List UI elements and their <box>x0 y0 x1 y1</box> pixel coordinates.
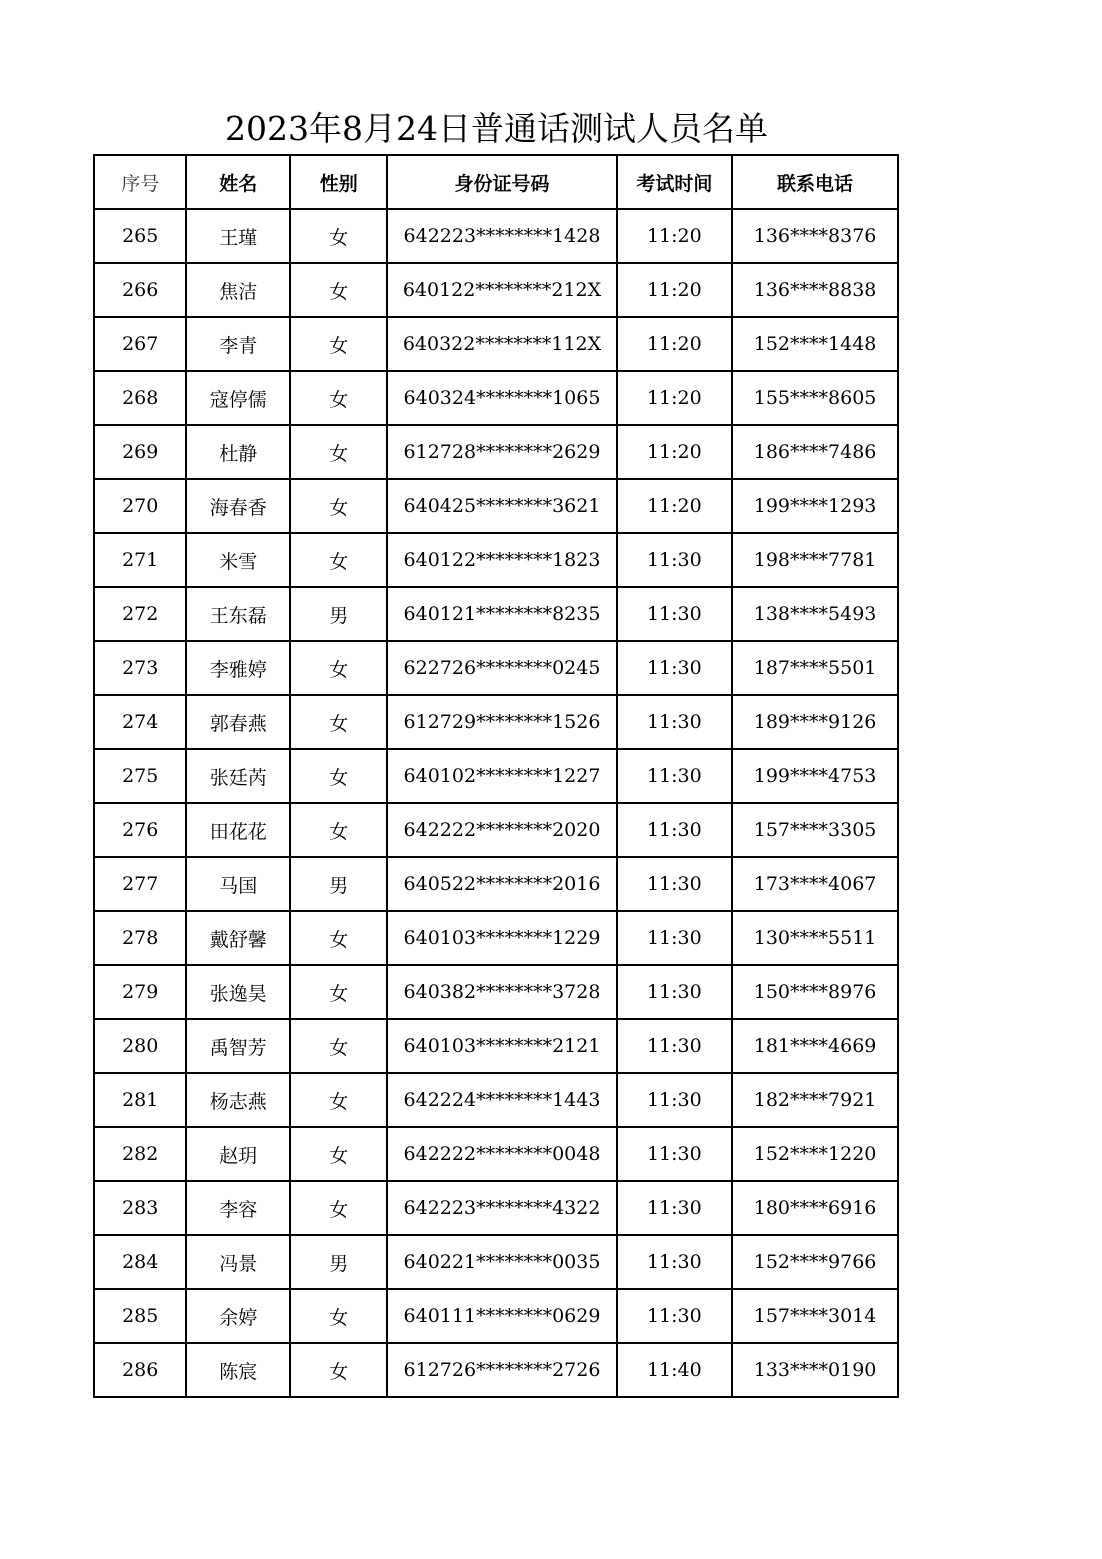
cell-id-number: 640522********2016 <box>387 857 616 911</box>
cell-phone: 189****9126 <box>732 695 898 749</box>
cell-id-number: 640122********1823 <box>387 533 616 587</box>
column-header-exam-time: 考试时间 <box>617 155 733 209</box>
cell-name: 张逸昊 <box>186 965 290 1019</box>
table-row <box>94 209 898 263</box>
cell-exam-time: 11:30 <box>617 803 733 857</box>
cell-name: 海春香 <box>186 479 290 533</box>
cell-gender: 女 <box>290 1127 387 1181</box>
cell-gender: 女 <box>290 533 387 587</box>
cell-name: 李容 <box>186 1181 290 1235</box>
cell-exam-time: 11:30 <box>617 1181 733 1235</box>
cell-gender: 女 <box>290 209 387 263</box>
cell-phone: 157****3014 <box>732 1289 898 1343</box>
cell-name: 马国 <box>186 857 290 911</box>
cell-id-number: 640425********3621 <box>387 479 616 533</box>
cell-id-number: 642223********4322 <box>387 1181 616 1235</box>
cell-seq: 266 <box>94 263 186 317</box>
cell-exam-time: 11:30 <box>617 857 733 911</box>
cell-id-number: 640111********0629 <box>387 1289 616 1343</box>
cell-name: 禹智芳 <box>186 1019 290 1073</box>
cell-phone: 152****1220 <box>732 1127 898 1181</box>
cell-exam-time: 11:30 <box>617 965 733 1019</box>
table-row <box>94 317 898 371</box>
cell-seq: 282 <box>94 1127 186 1181</box>
cell-seq: 269 <box>94 425 186 479</box>
cell-name: 李雅婷 <box>186 641 290 695</box>
cell-seq: 284 <box>94 1235 186 1289</box>
table-row <box>94 371 898 425</box>
cell-name: 焦洁 <box>186 263 290 317</box>
cell-phone: 186****7486 <box>732 425 898 479</box>
cell-exam-time: 11:30 <box>617 533 733 587</box>
cell-phone: 155****8605 <box>732 371 898 425</box>
cell-gender: 男 <box>290 1235 387 1289</box>
cell-id-number: 640324********1065 <box>387 371 616 425</box>
cell-gender: 女 <box>290 695 387 749</box>
cell-seq: 279 <box>94 965 186 1019</box>
cell-seq: 281 <box>94 1073 186 1127</box>
table-row <box>94 857 898 911</box>
cell-id-number: 640121********8235 <box>387 587 616 641</box>
table-row <box>94 1235 898 1289</box>
column-header-gender: 性别 <box>290 155 387 209</box>
cell-exam-time: 11:30 <box>617 911 733 965</box>
cell-name: 戴舒馨 <box>186 911 290 965</box>
cell-id-number: 640102********1227 <box>387 749 616 803</box>
cell-name: 王东磊 <box>186 587 290 641</box>
cell-gender: 女 <box>290 317 387 371</box>
cell-exam-time: 11:40 <box>617 1343 733 1397</box>
cell-id-number: 642224********1443 <box>387 1073 616 1127</box>
cell-gender: 女 <box>290 1019 387 1073</box>
cell-name: 王瑾 <box>186 209 290 263</box>
column-header-id-number: 身份证号码 <box>387 155 616 209</box>
cell-id-number: 640103********1229 <box>387 911 616 965</box>
cell-id-number: 642222********0048 <box>387 1127 616 1181</box>
cell-seq: 267 <box>94 317 186 371</box>
cell-name: 田花花 <box>186 803 290 857</box>
cell-name: 寇停儒 <box>186 371 290 425</box>
cell-name: 杜静 <box>186 425 290 479</box>
table-row <box>94 425 898 479</box>
cell-phone: 181****4669 <box>732 1019 898 1073</box>
cell-id-number: 640103********2121 <box>387 1019 616 1073</box>
cell-id-number: 640322********112X <box>387 317 616 371</box>
cell-gender: 女 <box>290 371 387 425</box>
cell-gender: 女 <box>290 1073 387 1127</box>
cell-seq: 278 <box>94 911 186 965</box>
cell-id-number: 612728********2629 <box>387 425 616 479</box>
cell-gender: 女 <box>290 749 387 803</box>
table-row <box>94 1019 898 1073</box>
cell-exam-time: 11:30 <box>617 1127 733 1181</box>
cell-id-number: 612729********1526 <box>387 695 616 749</box>
table-row <box>94 695 898 749</box>
cell-phone: 198****7781 <box>732 533 898 587</box>
cell-phone: 187****5501 <box>732 641 898 695</box>
table-row <box>94 749 898 803</box>
cell-exam-time: 11:20 <box>617 263 733 317</box>
cell-gender: 女 <box>290 965 387 1019</box>
cell-seq: 285 <box>94 1289 186 1343</box>
cell-gender: 男 <box>290 857 387 911</box>
cell-gender: 女 <box>290 803 387 857</box>
cell-seq: 268 <box>94 371 186 425</box>
cell-exam-time: 11:20 <box>617 317 733 371</box>
table-row <box>94 1343 898 1397</box>
table-header-row <box>94 155 898 209</box>
cell-seq: 272 <box>94 587 186 641</box>
cell-phone: 136****8376 <box>732 209 898 263</box>
page-title: 2023年8月24日普通话测试人员名单 <box>225 109 768 148</box>
cell-seq: 273 <box>94 641 186 695</box>
roster-body <box>94 209 898 1397</box>
cell-gender: 女 <box>290 911 387 965</box>
cell-exam-time: 11:20 <box>617 479 733 533</box>
cell-id-number: 642223********1428 <box>387 209 616 263</box>
cell-gender: 女 <box>290 641 387 695</box>
cell-exam-time: 11:20 <box>617 425 733 479</box>
cell-name: 李青 <box>186 317 290 371</box>
cell-phone: 182****7921 <box>732 1073 898 1127</box>
table-row <box>94 479 898 533</box>
cell-exam-time: 11:30 <box>617 1289 733 1343</box>
cell-gender: 女 <box>290 1343 387 1397</box>
cell-seq: 286 <box>94 1343 186 1397</box>
cell-phone: 180****6916 <box>732 1181 898 1235</box>
cell-gender: 女 <box>290 1289 387 1343</box>
cell-name: 陈宸 <box>186 1343 290 1397</box>
cell-phone: 150****8976 <box>732 965 898 1019</box>
cell-exam-time: 11:30 <box>617 749 733 803</box>
cell-phone: 136****8838 <box>732 263 898 317</box>
cell-id-number: 622726********0245 <box>387 641 616 695</box>
cell-seq: 275 <box>94 749 186 803</box>
table-row <box>94 587 898 641</box>
cell-exam-time: 11:30 <box>617 695 733 749</box>
cell-seq: 277 <box>94 857 186 911</box>
cell-name: 郭春燕 <box>186 695 290 749</box>
table-row <box>94 533 898 587</box>
column-header-seq: 序号 <box>94 155 186 209</box>
table-row <box>94 1289 898 1343</box>
cell-exam-time: 11:30 <box>617 641 733 695</box>
roster-table <box>93 154 899 1398</box>
table-row <box>94 263 898 317</box>
table-row <box>94 911 898 965</box>
cell-phone: 152****1448 <box>732 317 898 371</box>
table-row <box>94 803 898 857</box>
cell-seq: 265 <box>94 209 186 263</box>
cell-gender: 女 <box>290 425 387 479</box>
cell-phone: 199****1293 <box>732 479 898 533</box>
table-row <box>94 1073 898 1127</box>
cell-name: 余婷 <box>186 1289 290 1343</box>
cell-phone: 199****4753 <box>732 749 898 803</box>
cell-exam-time: 11:30 <box>617 1073 733 1127</box>
cell-name: 杨志燕 <box>186 1073 290 1127</box>
cell-phone: 152****9766 <box>732 1235 898 1289</box>
cell-id-number: 640221********0035 <box>387 1235 616 1289</box>
cell-gender: 女 <box>290 1181 387 1235</box>
cell-phone: 133****0190 <box>732 1343 898 1397</box>
cell-phone: 138****5493 <box>732 587 898 641</box>
cell-phone: 157****3305 <box>732 803 898 857</box>
cell-name: 赵玥 <box>186 1127 290 1181</box>
cell-id-number: 640382********3728 <box>387 965 616 1019</box>
table-row <box>94 1127 898 1181</box>
cell-id-number: 640122********212X <box>387 263 616 317</box>
cell-id-number: 612726********2726 <box>387 1343 616 1397</box>
cell-exam-time: 11:30 <box>617 1235 733 1289</box>
cell-seq: 283 <box>94 1181 186 1235</box>
cell-gender: 女 <box>290 479 387 533</box>
cell-seq: 274 <box>94 695 186 749</box>
cell-exam-time: 11:20 <box>617 371 733 425</box>
cell-phone: 173****4067 <box>732 857 898 911</box>
cell-seq: 271 <box>94 533 186 587</box>
table-row <box>94 1181 898 1235</box>
cell-gender: 女 <box>290 263 387 317</box>
cell-phone: 130****5511 <box>732 911 898 965</box>
cell-seq: 270 <box>94 479 186 533</box>
cell-name: 张廷芮 <box>186 749 290 803</box>
table-row <box>94 965 898 1019</box>
cell-seq: 276 <box>94 803 186 857</box>
cell-id-number: 642222********2020 <box>387 803 616 857</box>
cell-name: 米雪 <box>186 533 290 587</box>
cell-name: 冯景 <box>186 1235 290 1289</box>
column-header-phone: 联系电话 <box>732 155 898 209</box>
cell-seq: 280 <box>94 1019 186 1073</box>
table-row <box>94 641 898 695</box>
column-header-name: 姓名 <box>186 155 290 209</box>
cell-exam-time: 11:20 <box>617 209 733 263</box>
cell-exam-time: 11:30 <box>617 587 733 641</box>
cell-exam-time: 11:30 <box>617 1019 733 1073</box>
cell-gender: 男 <box>290 587 387 641</box>
